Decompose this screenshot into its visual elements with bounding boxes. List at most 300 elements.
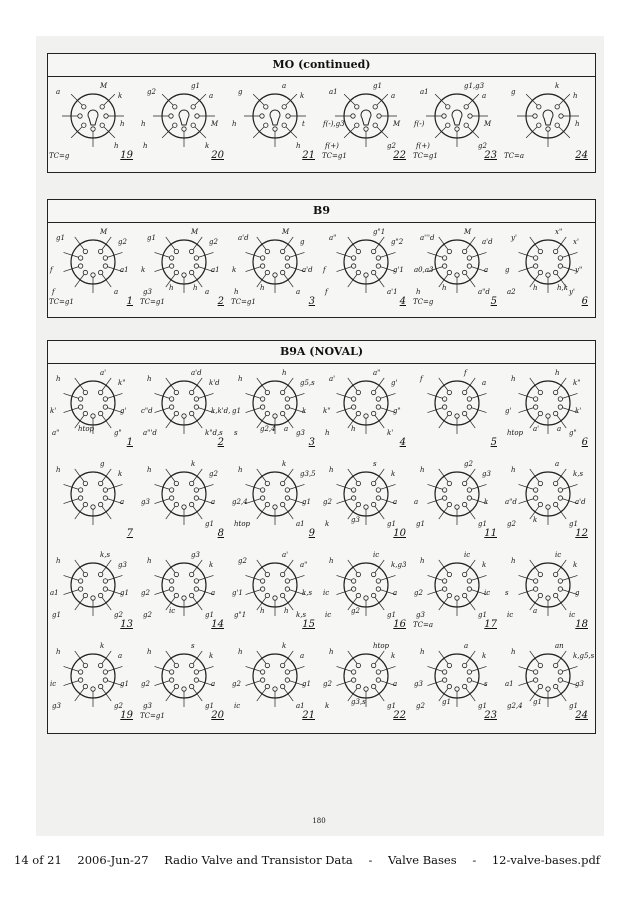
top-cap-note: TC=g1 xyxy=(413,152,438,160)
pin xyxy=(371,411,375,415)
pin xyxy=(174,270,178,274)
pin-lead xyxy=(556,596,567,611)
pin xyxy=(553,481,557,485)
pin xyxy=(533,256,537,260)
pin-label: a xyxy=(118,652,123,660)
base-number: 15 xyxy=(302,619,315,630)
pin xyxy=(98,502,102,506)
pin xyxy=(174,411,178,415)
pin-lead xyxy=(166,505,177,520)
pin-lead xyxy=(75,687,86,702)
pin-label: k" xyxy=(118,379,126,387)
pin-label: h xyxy=(147,557,152,565)
valve-base-diagram xyxy=(230,80,321,162)
valve-base-diagram xyxy=(321,640,412,722)
pin-lead xyxy=(374,687,385,702)
pin-lead xyxy=(166,560,177,575)
pin xyxy=(265,663,269,667)
pin-label: a xyxy=(114,288,119,296)
pin xyxy=(356,684,360,688)
pin-label: k,k'd, xyxy=(211,407,231,415)
pin-label: g1 xyxy=(442,698,451,706)
valve-base-diagram xyxy=(230,367,321,449)
pin xyxy=(285,405,289,409)
pin xyxy=(464,105,468,109)
pin-label: ic xyxy=(323,589,330,597)
pin xyxy=(447,411,451,415)
pin-label: g2 xyxy=(114,611,123,619)
pin-label: g1 xyxy=(205,611,214,619)
pin-label: g1 xyxy=(52,611,61,619)
pin xyxy=(182,127,186,131)
footer-page: 14 of 21 xyxy=(14,853,62,867)
pin xyxy=(286,114,290,118)
pin-lead xyxy=(283,560,294,575)
pin-label: h xyxy=(511,648,516,656)
pin-lead xyxy=(192,687,203,702)
valve-base-diagram xyxy=(139,367,230,449)
pin-lead xyxy=(439,560,450,575)
pin-label: a xyxy=(282,82,287,90)
pin-label: a2 xyxy=(507,288,516,296)
pin-lead xyxy=(71,94,84,107)
valve-base-diagram xyxy=(412,367,503,449)
pin-lead xyxy=(439,505,450,520)
valve-base-diagram xyxy=(139,549,230,631)
pin-label: a0,a3 xyxy=(414,266,434,274)
pin xyxy=(351,579,355,583)
pin xyxy=(194,670,198,674)
pin-label: h xyxy=(420,557,425,565)
pin-label: h xyxy=(573,92,578,100)
pin xyxy=(558,256,562,260)
pin-label: s xyxy=(373,460,377,468)
pin-lead xyxy=(556,687,567,702)
pin-label: g1,g3 xyxy=(464,82,485,90)
pin-lead xyxy=(101,378,112,393)
pin xyxy=(371,572,375,576)
pin xyxy=(533,496,537,500)
pin-label: f xyxy=(325,288,328,296)
pin-lead xyxy=(465,596,476,611)
pin-label: a' xyxy=(282,551,289,559)
pin-label: ic xyxy=(464,551,471,559)
base-number: 4 xyxy=(399,296,406,307)
pin-label: M xyxy=(100,228,108,236)
pin-label: M xyxy=(100,82,108,90)
pin xyxy=(371,390,375,394)
pin xyxy=(260,587,264,591)
pin-lead xyxy=(465,469,476,484)
pin-label: g xyxy=(575,589,580,597)
pin-lead xyxy=(530,651,541,666)
pin xyxy=(538,502,542,506)
pin-lead xyxy=(101,651,112,666)
pin-label: g5,s xyxy=(300,379,315,387)
pin-label: g3 xyxy=(351,516,360,524)
pin-label: g1 xyxy=(569,702,578,710)
pin xyxy=(282,105,286,109)
pin-label: a xyxy=(393,498,398,506)
pin xyxy=(356,593,360,597)
pin-label: a xyxy=(391,92,396,100)
pin-label: f(-) xyxy=(414,120,425,128)
pin-label: htop xyxy=(373,642,390,650)
pin xyxy=(376,405,380,409)
pin xyxy=(447,663,451,667)
pin xyxy=(559,114,563,118)
pin-label: g3 xyxy=(143,702,152,710)
pin-label: s xyxy=(484,680,488,688)
pin xyxy=(356,481,360,485)
pin-label: g'1 xyxy=(232,589,243,597)
pin xyxy=(351,496,355,500)
pin-lead xyxy=(257,505,268,520)
pin xyxy=(169,397,173,401)
pin xyxy=(442,488,446,492)
pin xyxy=(78,264,82,268)
pin-label: h xyxy=(120,120,125,128)
pin xyxy=(273,687,277,691)
pin-lead xyxy=(348,378,359,393)
pin xyxy=(260,405,264,409)
pin xyxy=(174,481,178,485)
pin xyxy=(462,684,466,688)
pin-label: a xyxy=(484,266,489,274)
base-number: 23 xyxy=(484,710,497,721)
pin-label: h xyxy=(147,648,152,656)
pin xyxy=(442,264,446,268)
pin-label: g2 xyxy=(323,498,332,506)
pin xyxy=(376,496,380,500)
pin-lead xyxy=(101,469,112,484)
pin xyxy=(455,414,459,418)
pin-label: g3 xyxy=(118,561,127,569)
pin xyxy=(455,505,459,509)
pin-label: k' xyxy=(50,407,57,415)
pin xyxy=(558,678,562,682)
pin xyxy=(558,264,562,268)
pin-lead xyxy=(530,378,541,393)
pin xyxy=(447,593,451,597)
pin xyxy=(356,502,360,506)
pin-label: a xyxy=(300,652,305,660)
pin-label: a xyxy=(533,607,538,615)
pin-label: a'1 xyxy=(387,288,398,296)
base-number: 23 xyxy=(484,150,497,161)
pin-label: g1 xyxy=(147,234,156,242)
pin-label: g1 xyxy=(416,520,425,528)
pin-lead xyxy=(374,378,385,393)
pin-label: g1 xyxy=(191,82,200,90)
pin-label: g' xyxy=(505,407,512,415)
base-number: 13 xyxy=(120,619,133,630)
pin-label: a' xyxy=(533,425,540,433)
pin xyxy=(351,114,355,118)
pin-label: htop xyxy=(78,425,95,433)
pin-lead xyxy=(75,560,86,575)
pin-label: h xyxy=(416,288,421,296)
pin-lead xyxy=(192,469,203,484)
pin-label: g3 xyxy=(575,680,584,688)
pin-lead xyxy=(439,237,450,252)
pin-label: a'd xyxy=(482,238,493,246)
pin-label: g1 xyxy=(533,698,542,706)
pin-label: k xyxy=(300,92,305,100)
pin xyxy=(260,496,264,500)
pin-lead xyxy=(283,505,294,520)
pin-lead xyxy=(101,273,112,288)
pin-lead xyxy=(192,560,203,575)
pin xyxy=(285,587,289,591)
pin-label: ic xyxy=(555,551,562,559)
footer xyxy=(14,853,612,867)
pin xyxy=(169,256,173,260)
pin-label: g2 xyxy=(209,238,218,246)
pin xyxy=(100,123,104,127)
pin xyxy=(462,481,466,485)
pin-label: a xyxy=(120,498,125,506)
pin-label: h xyxy=(56,648,61,656)
pin xyxy=(194,405,198,409)
pin-lead xyxy=(75,237,86,252)
pin xyxy=(273,273,277,277)
base-number: 20 xyxy=(211,710,224,721)
top-cap-note: TC=g1 xyxy=(140,712,165,720)
pin xyxy=(189,481,193,485)
pin xyxy=(189,411,193,415)
pin xyxy=(78,488,82,492)
pin-label: g3,5 xyxy=(300,470,316,478)
base-number: 19 xyxy=(120,710,133,721)
pin-label: g1 xyxy=(205,702,214,710)
pin-lead xyxy=(162,125,175,138)
valve-base-diagram xyxy=(412,549,503,631)
pin-label: k xyxy=(573,561,578,569)
pin xyxy=(364,127,368,131)
pin-lead xyxy=(71,125,84,138)
pin-label: a"d xyxy=(478,288,490,296)
pin xyxy=(467,496,471,500)
base-number: 5 xyxy=(490,296,497,307)
pin-label: a xyxy=(296,288,301,296)
pin-label: k xyxy=(484,498,489,506)
pin-label: a xyxy=(464,642,469,650)
pin-label: g" xyxy=(393,407,401,415)
pin xyxy=(455,596,459,600)
pin xyxy=(371,502,375,506)
pin-label: g1 xyxy=(387,702,396,710)
pin-label: g2 xyxy=(507,520,516,528)
pin-lead xyxy=(284,125,297,138)
pin xyxy=(553,249,557,253)
base-number: 6 xyxy=(581,437,588,448)
pin-label: k xyxy=(209,652,214,660)
pin xyxy=(447,249,451,253)
pin xyxy=(538,390,542,394)
pin-label: k xyxy=(391,652,396,660)
pin xyxy=(103,678,107,682)
pin xyxy=(280,502,284,506)
pin-label: g2 xyxy=(232,680,241,688)
base-number: 20 xyxy=(211,150,224,161)
pin xyxy=(467,405,471,409)
pin-label: g3 xyxy=(191,551,200,559)
section-title: MO (continued) xyxy=(48,54,595,77)
pin-label: g1 xyxy=(478,520,487,528)
pin-lead xyxy=(465,414,476,429)
pin xyxy=(191,123,195,127)
pin xyxy=(533,587,537,591)
pin xyxy=(538,270,542,274)
pin xyxy=(78,405,82,409)
pin xyxy=(553,684,557,688)
pin-label: a xyxy=(482,379,487,387)
pin-label: y' xyxy=(511,234,517,242)
pin-label: a" xyxy=(52,429,60,437)
pin xyxy=(558,405,562,409)
pin-label: a1 xyxy=(120,266,129,274)
pin-label: h xyxy=(442,284,447,292)
pin-lead xyxy=(253,125,266,138)
top-cap-note: TC=g1 xyxy=(322,152,347,160)
pin xyxy=(98,270,102,274)
pin xyxy=(169,579,173,583)
base-number: 9 xyxy=(308,528,315,539)
pin xyxy=(78,114,82,118)
pin xyxy=(364,687,368,691)
pin xyxy=(285,397,289,401)
pin xyxy=(173,105,177,109)
pin-lead xyxy=(257,237,268,252)
pin-label: k,s xyxy=(296,611,307,619)
pin xyxy=(83,411,87,415)
base-number: 14 xyxy=(211,619,224,630)
pin-label: t xyxy=(302,120,305,128)
pin-label: ic xyxy=(325,611,332,619)
pin xyxy=(558,488,562,492)
base-number: 21 xyxy=(302,710,315,721)
pin-label: s xyxy=(234,429,238,437)
valve-base-diagram xyxy=(139,80,230,162)
pin-label: f xyxy=(464,369,467,377)
pin-label: a' xyxy=(100,369,107,377)
base-number: 3 xyxy=(308,437,315,448)
pin xyxy=(103,264,107,268)
pin-label: g1 xyxy=(478,702,487,710)
pin-label: a xyxy=(56,88,61,96)
pin-label: h xyxy=(555,369,560,377)
pin xyxy=(104,114,108,118)
valve-base-diagram xyxy=(321,80,412,162)
pin xyxy=(553,502,557,506)
pin xyxy=(558,397,562,401)
pin-lead xyxy=(466,94,479,107)
top-cap-note: TC=g xyxy=(49,152,70,160)
pin xyxy=(78,670,82,674)
pin-label: M xyxy=(191,228,199,236)
pin-label: g1 xyxy=(478,611,487,619)
page-number: 180 xyxy=(312,817,326,825)
pin xyxy=(280,663,284,667)
pin-lead xyxy=(75,378,86,393)
pin-label: g2 xyxy=(478,142,487,150)
pin-lead xyxy=(375,125,388,138)
pin-label: a' xyxy=(329,375,336,383)
pin xyxy=(169,488,173,492)
pin-label: M xyxy=(464,228,472,236)
pin xyxy=(280,684,284,688)
top-cap-note: TC=g1 xyxy=(49,298,74,306)
pin-label: a xyxy=(393,680,398,688)
pin xyxy=(356,572,360,576)
key-spigot xyxy=(88,110,98,125)
pin xyxy=(442,397,446,401)
pin xyxy=(351,587,355,591)
pin xyxy=(194,256,198,260)
pin-lead xyxy=(465,378,476,393)
valve-base-diagram xyxy=(321,458,412,540)
pin xyxy=(371,270,375,274)
pin-lead xyxy=(344,94,357,107)
pin-label: k xyxy=(232,266,237,274)
pin xyxy=(265,684,269,688)
pin xyxy=(538,593,542,597)
pin-label: g1 xyxy=(569,520,578,528)
pin xyxy=(447,502,451,506)
pin xyxy=(546,596,550,600)
pin-label: f xyxy=(50,266,53,274)
valve-base-diagram xyxy=(48,640,139,722)
valve-base-diagram xyxy=(321,226,412,308)
pin xyxy=(371,481,375,485)
pin-lead xyxy=(526,125,539,138)
pin-label: h xyxy=(296,142,301,150)
pin-label: h xyxy=(282,369,287,377)
pin-label: g2 xyxy=(414,589,423,597)
pin xyxy=(98,249,102,253)
pin-label: k xyxy=(302,407,307,415)
key-spigot xyxy=(270,110,280,125)
pin-lead xyxy=(465,560,476,575)
pin-lead xyxy=(284,94,297,107)
pin-lead xyxy=(439,378,450,393)
pin-label: a" xyxy=(329,234,337,242)
pin xyxy=(189,249,193,253)
pin xyxy=(533,670,537,674)
pin-label: M xyxy=(393,120,401,128)
pin xyxy=(364,273,368,277)
pin xyxy=(173,123,177,127)
pin xyxy=(260,488,264,492)
pin-label: h xyxy=(238,466,243,474)
key-spigot xyxy=(543,110,553,125)
pin xyxy=(103,496,107,500)
pin xyxy=(174,249,178,253)
pin xyxy=(265,249,269,253)
pin xyxy=(91,414,95,418)
pin-label: y" xyxy=(575,266,583,274)
pin xyxy=(194,587,198,591)
pin xyxy=(447,684,451,688)
pin xyxy=(555,105,559,109)
pin xyxy=(91,687,95,691)
pin xyxy=(285,496,289,500)
pin-label: a xyxy=(284,425,289,433)
pin-label: f xyxy=(420,375,423,383)
pin xyxy=(546,273,550,277)
pin-label: g1 xyxy=(373,82,382,90)
